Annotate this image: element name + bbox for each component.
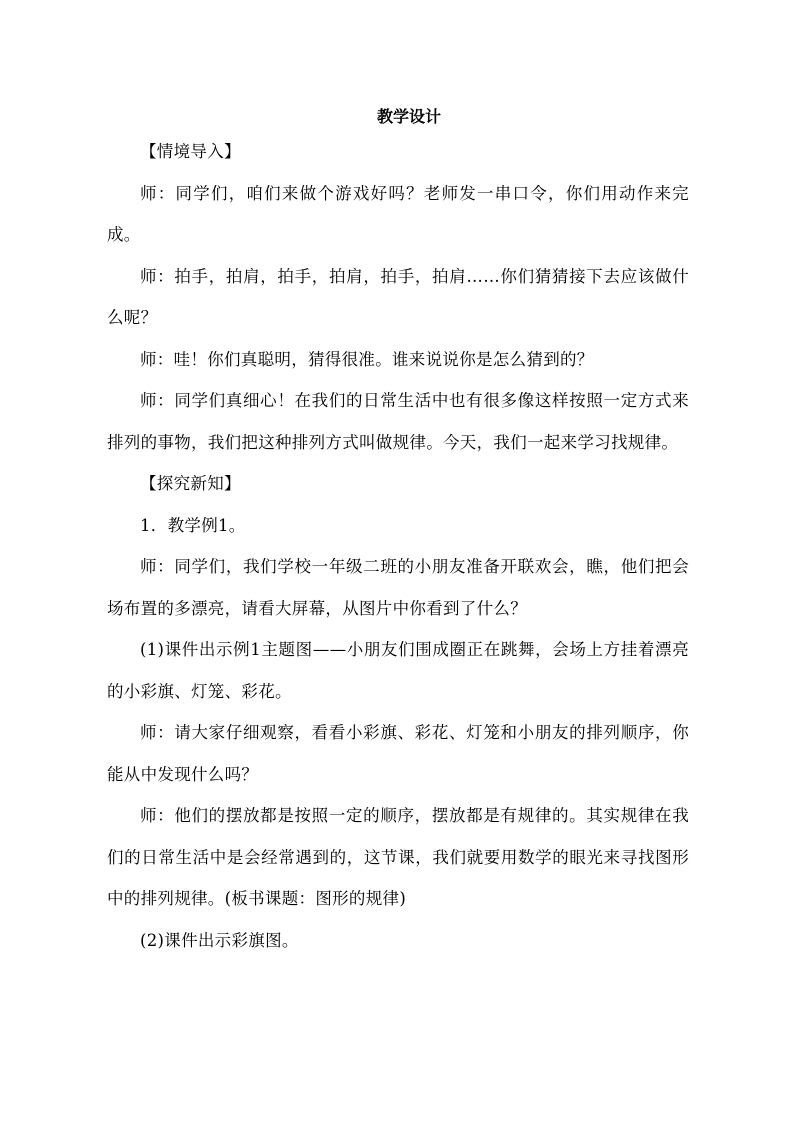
paragraph: 师：请大家仔细观察，看看小彩旗、彩花、灯笼和小朋友的排列顺序，你能从中发现什么吗？ <box>107 723 689 784</box>
paragraph: (1)课件出示例1主题图——小朋友们围成圈正在跳舞，会场上方挂着漂亮的小彩旗、灯笼、彩花。 <box>107 640 689 701</box>
paragraph: (2)课件出示彩旗图。 <box>140 930 299 950</box>
paragraph: 师：哇！你们真聪明，猜得很准。谁来说说你是怎么猜到的？ <box>140 349 594 369</box>
document-body <box>107 103 689 961</box>
paragraph: 师：同学们，我们学校一年级二班的小朋友准备开联欢会，瞧，他们把会场布置的多漂亮，请看大屏幕，从图片中你看到了什么？ <box>107 557 689 618</box>
paragraph: 师：同学们，咱们来做个游戏好吗？老师发一串口令，你们用动作来完成。 <box>107 183 689 244</box>
paragraph: 1．教学例1。 <box>140 515 246 535</box>
paragraph: 师：拍手，拍肩，拍手，拍肩，拍手，拍肩……你们猜猜接下去应该做什么呢？ <box>107 266 689 327</box>
paragraph: 师：他们的摆放都是按照一定的顺序，摆放都是有规律的。其实规律在我们的日常生活中是会经常遇到的，这节课，我们就要用数学的眼光来寻找图形中的排列规律。(板书课题：图形的规律) <box>107 806 689 908</box>
section-heading-explore-new: 【探究新知】 <box>140 474 241 493</box>
section-heading-situation-intro: 【情境导入】 <box>140 142 241 161</box>
paragraph: 师：同学们真细心！在我们的日常生活中也有很多像这样按照一定方式来排列的事物，我们把这种排列方式叫做规律。今天，我们一起来学习找规律。 <box>107 391 689 452</box>
document-title: 教学设计 <box>376 107 441 126</box>
